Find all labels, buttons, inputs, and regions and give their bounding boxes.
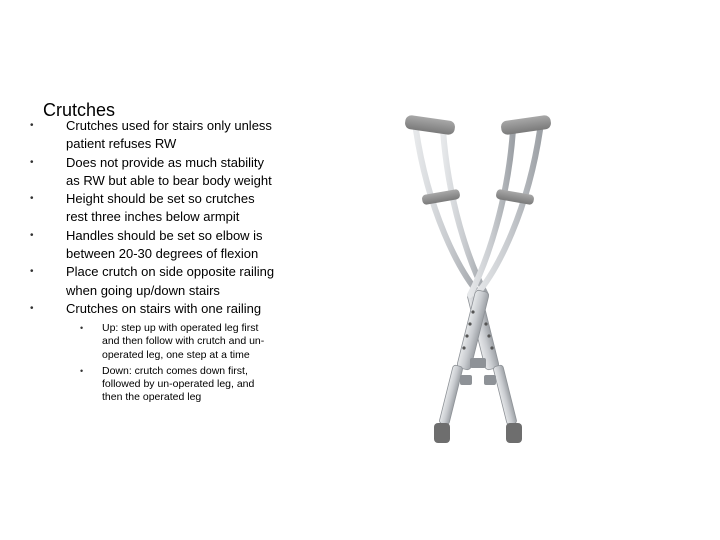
- right-crutch: [434, 115, 552, 443]
- bullet-item: [30, 300, 275, 405]
- bullet-text: Height should be set so crutches rest three inches below armpit: [66, 191, 255, 225]
- slide-title: Crutches: [43, 100, 116, 121]
- crutches-icon: [388, 90, 568, 455]
- bullet-list: [30, 117, 275, 407]
- bullet-item: [30, 190, 275, 227]
- bullet-text: Crutches on stairs with one railing: [66, 300, 262, 316]
- bullet-text: Does not provide as much stability as RW but able to bear body weight: [66, 154, 272, 188]
- sub-bullet-icon: •: [80, 365, 84, 376]
- sub-bullet-item: [66, 322, 275, 362]
- sub-bullet-list: [66, 322, 275, 404]
- sub-bullet-item: [66, 365, 275, 405]
- bullet-item: [30, 227, 275, 264]
- bullet-item: [30, 263, 275, 300]
- left-crutch: [404, 115, 522, 443]
- bullet-item: [30, 117, 275, 154]
- bullet-icon: •: [30, 120, 34, 131]
- bullet-icon: •: [30, 302, 34, 314]
- bullet-icon: •: [30, 229, 34, 241]
- bullet-icon: •: [30, 193, 34, 205]
- bullet-icon: •: [30, 156, 34, 168]
- bullet-text: Crutches used for stairs only unless patient refuses RW: [66, 118, 272, 152]
- sub-bullet-icon: •: [80, 323, 84, 334]
- bullet-icon: •: [30, 266, 34, 278]
- bullet-text: Place crutch on side opposite railing when going up/down stairs: [66, 264, 275, 298]
- sub-bullet-text: Up: step up with operated leg first and then follow with crutch and un-operated leg, one step at a time: [102, 322, 265, 361]
- sub-bullet-text: Down: crutch comes down first, followed by un-operated leg, and then the operated leg: [102, 364, 255, 404]
- bullet-item: [30, 154, 275, 191]
- crutches-image: [388, 90, 568, 455]
- bullet-text: Handles should be set so elbow is between 20-30 degrees of flexion: [66, 227, 263, 262]
